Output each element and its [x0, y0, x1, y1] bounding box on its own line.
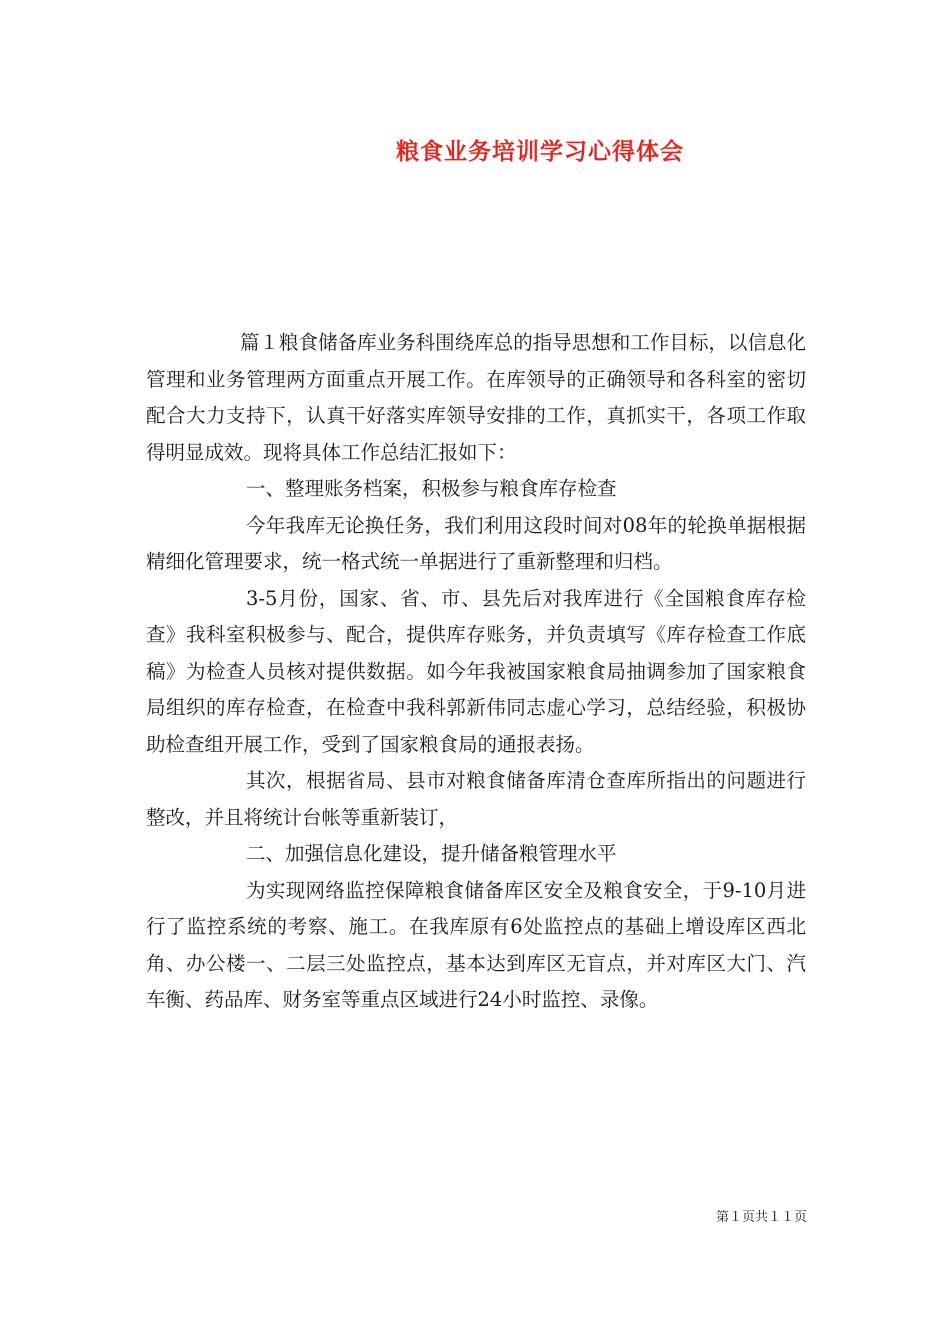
paragraph-rectification: 其次，根据省局、县市对粮食储备库清仓查库所指出的问题进行整改，并且将统计台帐等重新装订，	[146, 769, 806, 829]
section-heading-2: 二、加强信息化建设，提升储备粮管理水平	[246, 842, 617, 865]
document-title: 粮食业务培训学习心得体会	[396, 138, 684, 165]
paragraph-intro: 篇１粮食储备库业务科围绕库总的指导思想和工作目标，以信息化管理和业务管理两方面重点开展工作。在库领导的正确领导和各科室的密切配合大力支持下，认真干好落实库领导安排的工作，真抓实干，各项工作取得明显成效。现将具体工作总结汇报如下：	[146, 331, 806, 464]
document-body	[146, 325, 806, 1019]
page-number-footer: 第１页共１１页	[716, 1210, 808, 1225]
paragraph-archive: 今年我库无论换任务，我们利用这段时间对08年的轮换单据根据精细化管理要求，统一格式统一单据进行了重新整理和归档。	[146, 513, 806, 573]
section-heading-1: 一、整理账务档案，积极参与粮食库存检查	[246, 477, 617, 500]
paragraph-monitoring: 为实现网络监控保障粮食储备库区安全及粮食安全，于9-10月进行了监控系统的考察、施工。在我库原有6处监控点的基础上增设库区西北角、办公楼一、二层三处监控点，基本达到库区无盲点，并对库区大门、汽车衡、药品库、财务室等重点区域进行24小时监控、录像。	[146, 878, 806, 1011]
paragraph-inspection: 3-5月份，国家、省、市、县先后对我库进行《全国粮食库存检查》我科室积极参与、配合，提供库存账务，并负责填写《库存检查工作底稿》为检查人员核对提供数据。如今年我被国家粮食局抽调参加了国家粮食局组织的库存检查，在检查中我科郭新伟同志虚心学习，总结经验，积极协助检查组开展工作，受到了国家粮食局的通报表扬。	[146, 586, 806, 756]
